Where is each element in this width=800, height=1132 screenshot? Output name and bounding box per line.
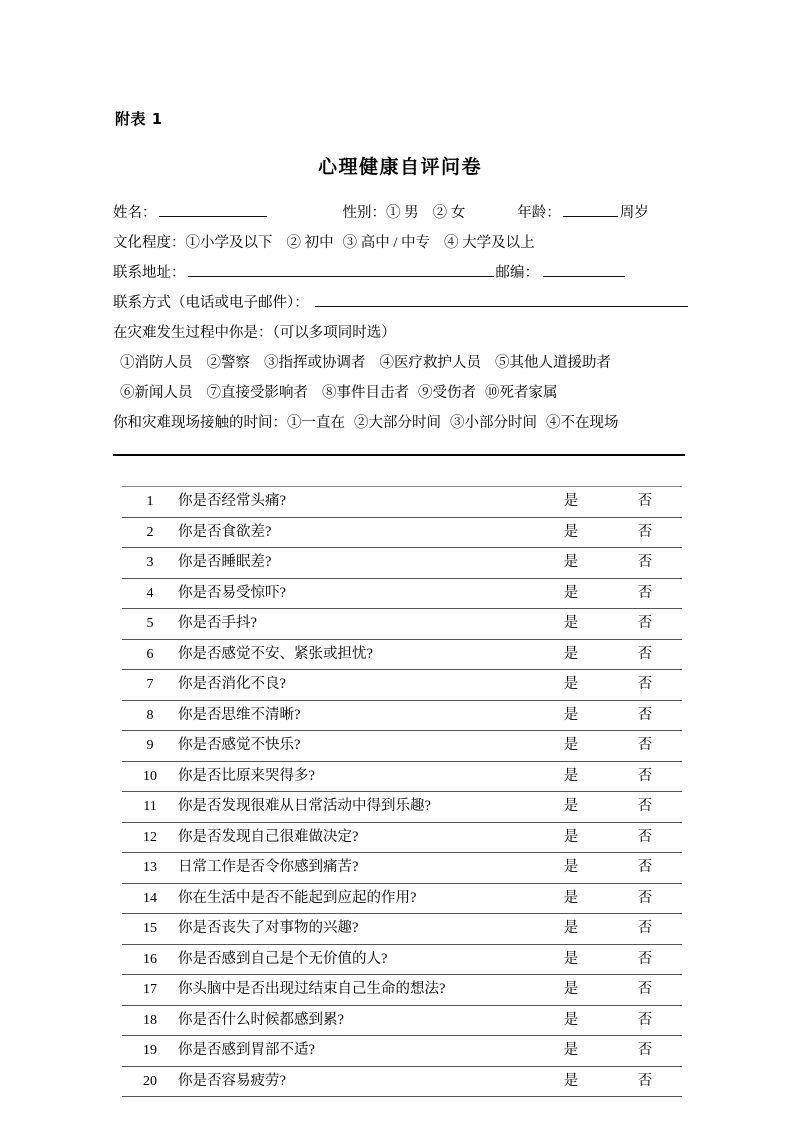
question-number: 6 xyxy=(122,639,178,670)
question-number: 13 xyxy=(122,853,178,884)
table-row xyxy=(122,578,682,609)
role-option-10[interactable]: ⑩死者家属 xyxy=(485,385,558,401)
section-divider-rule xyxy=(113,454,685,456)
answer-yes-option[interactable]: 是 xyxy=(534,883,608,914)
question-text: 你是否比原来哭得多? xyxy=(178,761,534,792)
question-text: 你是否食欲差? xyxy=(178,517,534,548)
address-input-blank[interactable] xyxy=(188,261,494,277)
question-text: 你是否容易疲劳? xyxy=(178,1066,534,1097)
question-text: 你是否易受惊吓? xyxy=(178,578,534,609)
answer-no-option[interactable]: 否 xyxy=(608,883,682,914)
zip-input-blank[interactable] xyxy=(543,261,625,277)
form-line-role-options-1 xyxy=(113,348,688,378)
answer-no-option[interactable]: 否 xyxy=(608,822,682,853)
role-question-label: 在灾难发生过程中你是：（可以多项同时选） xyxy=(113,325,396,341)
answer-no-option[interactable]: 否 xyxy=(608,1066,682,1097)
role-option-5[interactable]: ⑤其他人道援助者 xyxy=(495,355,611,371)
role-option-1[interactable]: ①消防人员 xyxy=(120,355,193,371)
question-text: 你是否发现自己很难做决定? xyxy=(178,822,534,853)
respondent-info-form xyxy=(113,198,688,438)
role-option-8[interactable]: ⑧事件目击者 xyxy=(322,385,409,401)
education-option-2[interactable]: ② 初中 xyxy=(286,235,334,251)
answer-yes-option[interactable]: 是 xyxy=(534,639,608,670)
answer-yes-option[interactable]: 是 xyxy=(534,1036,608,1067)
question-number: 10 xyxy=(122,761,178,792)
answer-yes-option[interactable]: 是 xyxy=(534,731,608,762)
answer-yes-option[interactable]: 是 xyxy=(534,517,608,548)
answer-yes-option[interactable]: 是 xyxy=(534,853,608,884)
answer-no-option[interactable]: 否 xyxy=(608,1036,682,1067)
answer-yes-option[interactable]: 是 xyxy=(534,792,608,823)
answer-yes-option[interactable]: 是 xyxy=(534,1005,608,1036)
question-text: 你是否手抖? xyxy=(178,609,534,640)
question-number: 4 xyxy=(122,578,178,609)
role-option-6[interactable]: ⑥新闻人员 xyxy=(120,385,193,401)
answer-no-option[interactable]: 否 xyxy=(608,670,682,701)
answer-yes-option[interactable]: 是 xyxy=(534,761,608,792)
table-row xyxy=(122,609,682,640)
table-row xyxy=(122,517,682,548)
name-input-blank[interactable] xyxy=(159,201,267,217)
question-number: 18 xyxy=(122,1005,178,1036)
answer-no-option[interactable]: 否 xyxy=(608,639,682,670)
answer-no-option[interactable]: 否 xyxy=(608,578,682,609)
form-line-duration xyxy=(113,408,688,438)
questionnaire-body xyxy=(122,487,682,1097)
answer-yes-option[interactable]: 是 xyxy=(534,487,608,518)
question-number: 7 xyxy=(122,670,178,701)
answer-no-option[interactable]: 否 xyxy=(608,853,682,884)
question-text: 你是否感觉不安、紧张或担忧? xyxy=(178,639,534,670)
education-label: 文化程度： xyxy=(113,235,186,251)
question-text: 你是否睡眠差? xyxy=(178,548,534,579)
answer-no-option[interactable]: 否 xyxy=(608,975,682,1006)
answer-no-option[interactable]: 否 xyxy=(608,1005,682,1036)
answer-yes-option[interactable]: 是 xyxy=(534,1066,608,1097)
table-row xyxy=(122,944,682,975)
duration-option-4[interactable]: ④不在现场 xyxy=(546,415,619,431)
attachment-label: 附表 1 xyxy=(115,110,163,128)
table-row xyxy=(122,761,682,792)
question-text: 你是否消化不良? xyxy=(178,670,534,701)
question-text: 你头脑中是否出现过结束自己生命的想法? xyxy=(178,975,534,1006)
answer-yes-option[interactable]: 是 xyxy=(534,914,608,945)
answer-no-option[interactable]: 否 xyxy=(608,792,682,823)
table-row xyxy=(122,1066,682,1097)
table-row xyxy=(122,548,682,579)
answer-no-option[interactable]: 否 xyxy=(608,914,682,945)
table-row xyxy=(122,670,682,701)
gender-label: 性别： xyxy=(342,205,386,221)
form-line-address xyxy=(113,258,688,288)
gender-option-female[interactable]: ② 女 xyxy=(432,205,466,221)
role-option-9[interactable]: ⑨受伤者 xyxy=(418,385,476,401)
table-row xyxy=(122,731,682,762)
question-number: 17 xyxy=(122,975,178,1006)
answer-no-option[interactable]: 否 xyxy=(608,609,682,640)
question-number: 11 xyxy=(122,792,178,823)
questionnaire-table xyxy=(122,486,682,1097)
education-option-1[interactable]: ①小学及以下 xyxy=(185,235,273,251)
table-row xyxy=(122,639,682,670)
question-number: 9 xyxy=(122,731,178,762)
table-row xyxy=(122,975,682,1006)
table-row xyxy=(122,822,682,853)
role-option-7[interactable]: ⑦直接受影响者 xyxy=(206,385,308,401)
form-line-role-question xyxy=(113,318,688,348)
role-option-4[interactable]: ④医疗救护人员 xyxy=(379,355,481,371)
answer-no-option[interactable]: 否 xyxy=(608,487,682,518)
duration-label: 你和灾难现场接触的时间： xyxy=(113,415,287,431)
address-label: 联系地址： xyxy=(113,265,186,281)
table-row xyxy=(122,700,682,731)
table-row xyxy=(122,853,682,884)
duration-option-3[interactable]: ③小部分时间 xyxy=(450,415,537,431)
question-number: 14 xyxy=(122,883,178,914)
name-label: 姓名： xyxy=(113,205,157,221)
answer-yes-option[interactable]: 是 xyxy=(534,975,608,1006)
answer-yes-option[interactable]: 是 xyxy=(534,548,608,579)
answer-yes-option[interactable]: 是 xyxy=(534,578,608,609)
table-row xyxy=(122,1036,682,1067)
table-row xyxy=(122,914,682,945)
question-text: 你是否发现很难从日常活动中得到乐趣? xyxy=(178,792,534,823)
answer-yes-option[interactable]: 是 xyxy=(534,670,608,701)
answer-no-option[interactable]: 否 xyxy=(608,548,682,579)
answer-no-option[interactable]: 否 xyxy=(608,700,682,731)
question-text: 日常工作是否令你感到痛苦? xyxy=(178,853,534,884)
table-row xyxy=(122,487,682,518)
gender-option-male[interactable]: ① 男 xyxy=(386,205,419,221)
question-number: 20 xyxy=(122,1066,178,1097)
table-row xyxy=(122,792,682,823)
question-number: 12 xyxy=(122,822,178,853)
answer-yes-option[interactable]: 是 xyxy=(534,609,608,640)
form-line-identity xyxy=(113,198,688,228)
education-option-3[interactable]: ③ 高中 / 中专 xyxy=(342,235,431,251)
question-text: 你是否经常头痛? xyxy=(178,487,534,518)
role-option-3[interactable]: ③指挥或协调者 xyxy=(264,355,366,371)
answer-yes-option[interactable]: 是 xyxy=(534,822,608,853)
question-text: 你在生活中是否不能起到应起的作用? xyxy=(178,883,534,914)
contact-label: 联系方式（电话或电子邮件）： xyxy=(113,295,309,311)
question-number: 5 xyxy=(122,609,178,640)
question-number: 19 xyxy=(122,1036,178,1067)
form-line-role-options-2 xyxy=(113,378,688,408)
answer-yes-option[interactable]: 是 xyxy=(534,944,608,975)
question-text: 你是否感觉不快乐? xyxy=(178,731,534,762)
answer-no-option[interactable]: 否 xyxy=(608,517,682,548)
question-number: 1 xyxy=(122,487,178,518)
contact-input-blank[interactable] xyxy=(315,291,688,307)
zip-label: 邮编： xyxy=(495,265,539,281)
table-row xyxy=(122,1005,682,1036)
question-text: 你是否感到自己是个无价值的人? xyxy=(178,944,534,975)
question-text: 你是否思维不清晰? xyxy=(178,700,534,731)
question-number: 8 xyxy=(122,700,178,731)
form-line-education xyxy=(113,228,688,258)
answer-no-option[interactable]: 否 xyxy=(608,731,682,762)
page-title: 心理健康自评问卷 xyxy=(317,156,482,178)
answer-no-option[interactable]: 否 xyxy=(608,761,682,792)
age-unit-label: 周岁 xyxy=(619,205,649,221)
form-line-contact xyxy=(113,288,688,318)
question-number: 3 xyxy=(122,548,178,579)
age-input-blank[interactable] xyxy=(563,201,618,217)
table-row xyxy=(122,883,682,914)
question-number: 16 xyxy=(122,944,178,975)
age-label: 年龄： xyxy=(517,205,561,221)
question-number: 2 xyxy=(122,517,178,548)
question-text: 你是否什么时候都感到累? xyxy=(178,1005,534,1036)
question-text: 你是否感到胃部不适? xyxy=(178,1036,534,1067)
question-number: 15 xyxy=(122,914,178,945)
question-text: 你是否丧失了对事物的兴趣? xyxy=(178,914,534,945)
duration-option-2[interactable]: ②大部分时间 xyxy=(354,415,441,431)
role-option-2[interactable]: ②警察 xyxy=(206,355,250,371)
education-option-4[interactable]: ④ 大学及以上 xyxy=(444,235,535,251)
duration-option-1[interactable]: ①一直在 xyxy=(287,415,345,431)
answer-yes-option[interactable]: 是 xyxy=(534,700,608,731)
answer-no-option[interactable]: 否 xyxy=(608,944,682,975)
